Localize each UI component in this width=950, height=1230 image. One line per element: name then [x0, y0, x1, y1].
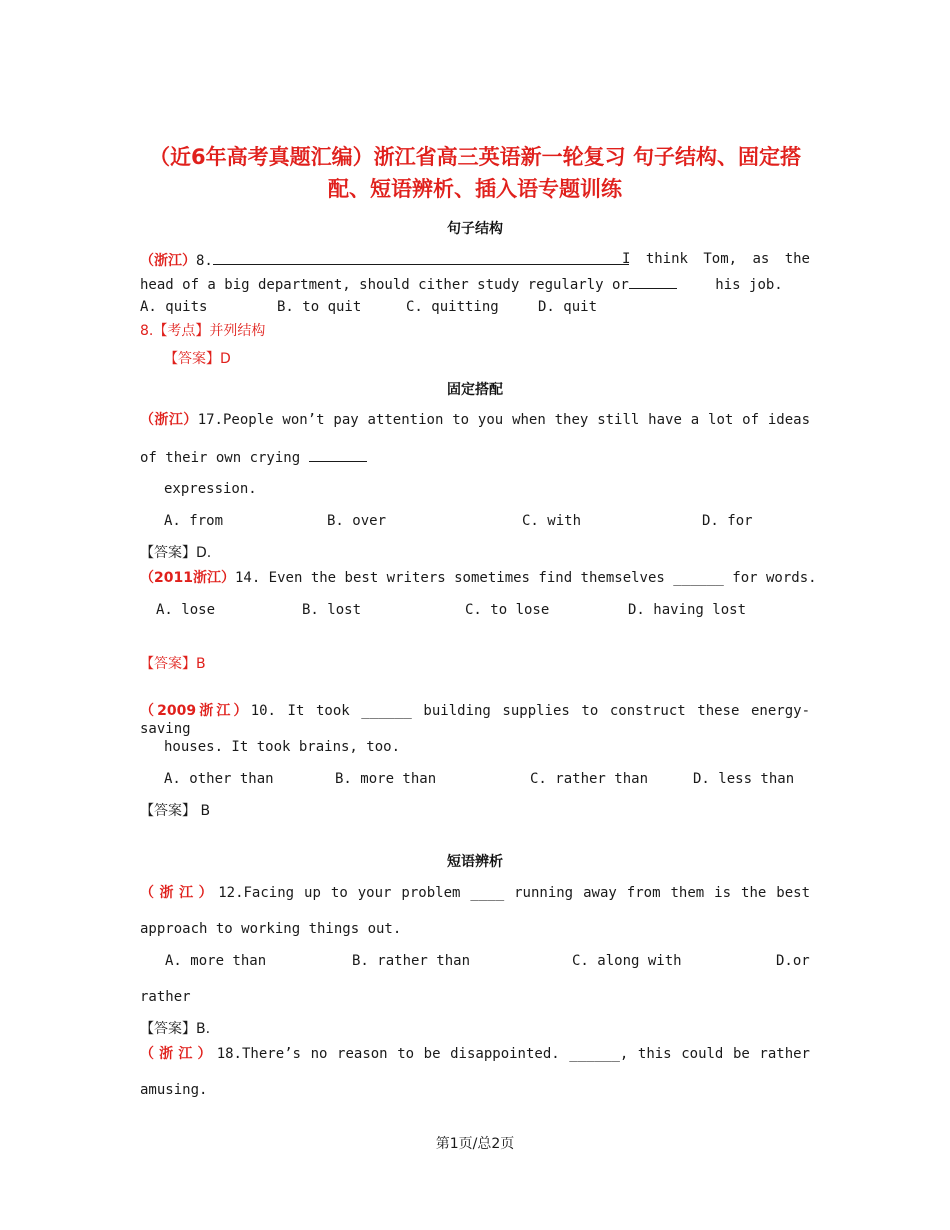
option-c: C. rather than: [530, 771, 649, 787]
question-source-tag: （浙江）: [140, 885, 219, 901]
page-title: （近6年高考真题汇编）浙江省高三英语新一轮复习 句子结构、固定搭配、短语辨析、插入语专题训练: [149, 145, 801, 201]
question-source-tag: （浙江）: [140, 412, 198, 428]
question-17-line2: [140, 447, 810, 467]
question-source-tag: （2011浙江）: [140, 570, 235, 586]
option-d: D.or: [776, 953, 810, 969]
question-17-answer: 【答案】D.: [140, 545, 212, 561]
question-text-end: his job.: [706, 277, 783, 293]
question-12-option-wrap: rather: [140, 989, 191, 1005]
option-b: B. more than: [335, 771, 437, 787]
option-c: C. quitting: [406, 299, 499, 315]
question-8-line1: [140, 250, 810, 270]
section-heading-phrase-discrimination: 短语辨析: [447, 854, 503, 870]
option-b: B. over: [327, 513, 387, 529]
option-a: A. lose: [156, 602, 216, 618]
page-footer: 第1页/总2页: [435, 1136, 515, 1152]
answer-blank: [213, 250, 629, 265]
option-d: D. for: [702, 513, 753, 529]
question-14-line1: [140, 569, 817, 587]
question-8-answer: 【答案】D: [164, 351, 231, 367]
option-a: A. other than: [164, 771, 274, 787]
option-b: B. to quit: [277, 299, 362, 315]
option-c: C. with: [522, 513, 582, 529]
option-b: B. lost: [302, 602, 362, 618]
question-8-point: 8.【考点】并列结构: [140, 323, 266, 339]
option-c: C. to lose: [465, 602, 550, 618]
question-text: head of a big department, should cither study regularly or: [140, 277, 629, 293]
question-10-line1: [140, 702, 810, 738]
option-a: A. more than: [165, 953, 267, 969]
question-source-tag: （浙江）: [140, 253, 196, 269]
question-12-answer: 【答案】B.: [140, 1021, 211, 1037]
question-text: 17.People won’t pay attention to you when they still have a lot of ideas: [197, 412, 811, 428]
question-18-line2: amusing.: [140, 1082, 208, 1098]
question-text: 18.There’s no reason to be disappointed. ______, this could be rather: [216, 1046, 810, 1062]
option-d: D. having lost: [628, 602, 747, 618]
question-text: I think Tom, as the: [622, 251, 810, 267]
option-a: A. from: [164, 513, 224, 529]
option-c: C. along with: [572, 953, 682, 969]
answer-blank: [309, 447, 367, 462]
option-d: D. quit: [538, 299, 598, 315]
option-a: A. quits: [140, 299, 208, 315]
answer-blank: [629, 274, 677, 289]
question-source-tag: （2009浙江）: [140, 703, 251, 719]
question-text: 10. It took ______ building supplies to construct these energy-saving: [140, 703, 810, 737]
question-source-tag: （浙江）: [140, 1046, 217, 1062]
question-10-answer: 【答案】 B: [140, 803, 211, 819]
question-12-line2: approach to working things out.: [140, 921, 402, 937]
question-14-answer: 【答案】B: [140, 656, 206, 672]
option-d: D. less than: [693, 771, 795, 787]
question-10-line2: houses. It took brains, too.: [164, 739, 401, 755]
question-text: 14. Even the best writers sometimes find themselves ______ for words.: [234, 570, 817, 586]
section-heading-fixed-collocation: 固定搭配: [447, 382, 503, 398]
section-heading-sentence-structure: 句子结构: [447, 221, 503, 237]
question-17-line3: expression.: [164, 481, 257, 497]
question-text: 12.Facing up to your problem ____ running away from them is the best: [218, 885, 811, 901]
option-b: B. rather than: [352, 953, 471, 969]
question-8-line2: [140, 274, 810, 294]
question-17-line1: [140, 411, 810, 429]
question-12-line1: [140, 884, 810, 902]
question-number: 8.: [196, 253, 213, 269]
question-18-line1: [140, 1045, 810, 1063]
question-text: of their own crying: [140, 450, 309, 466]
